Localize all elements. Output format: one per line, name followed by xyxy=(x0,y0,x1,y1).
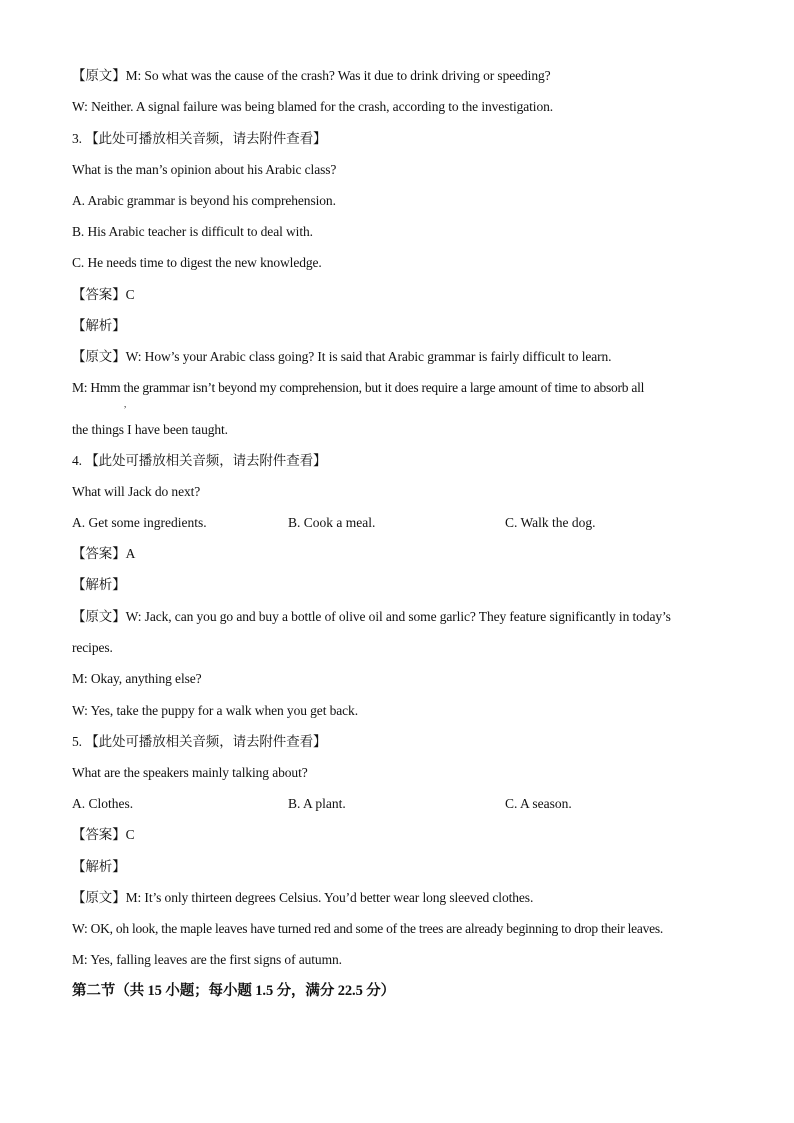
q5-option-c: C. A season. xyxy=(505,796,572,811)
q5-option-b: B. A plant. xyxy=(288,796,346,811)
q3-analysis-label: 【解析】 xyxy=(72,318,126,333)
q4-option-c: C. Walk the dog. xyxy=(505,515,596,530)
q5-option-a: A. Clothes. xyxy=(72,796,134,811)
q3-option-c: C. He needs time to digest the new knowledge. xyxy=(72,255,322,270)
q5-transcript-line-2: W: OK, oh look, the maple leaves have turned red and some of the trees are already beginning to drop their leaves. xyxy=(72,921,664,936)
q3-transcript-line-3: the things I have been taught. xyxy=(72,422,228,437)
q2-transcript-line-2: W: Neither. A signal failure was being blamed for the crash, according to the investigation. xyxy=(72,99,554,114)
q4-question: What will Jack do next? xyxy=(72,484,201,499)
q5-transcript-line-1: 【原文】M: It’s only thirteen degrees Celsius. You’d better wear long sleeved clothes. xyxy=(72,890,534,905)
q4-option-a: A. Get some ingredients. xyxy=(72,515,207,530)
q4-transcript-line-1: 【原文】W: Jack, can you go and buy a bottle of olive oil and some garlic? They feature significantly in today’s xyxy=(72,609,671,624)
q5-header: 5. 【此处可播放相关音频，请去附件查看】 xyxy=(72,734,327,749)
q5-question: What are the speakers mainly talking about? xyxy=(72,765,308,780)
q3-transcript-line-1: 【原文】W: How’s your Arabic class going? It is said that Arabic grammar is fairly difficult to learn. xyxy=(72,349,612,364)
q5-transcript-line-3: M: Yes, falling leaves are the first signs of autumn. xyxy=(72,952,342,967)
q3-transcript-line-2: M: Hmm the grammar isn’t beyond my comprehension, but it does require a large amount of time to absorb all xyxy=(72,380,645,395)
q5-analysis-label: 【解析】 xyxy=(72,859,126,874)
q3-option-a: A. Arabic grammar is beyond his comprehension. xyxy=(72,193,336,208)
stray-comma-mark: , xyxy=(124,399,127,409)
q3-question: What is the man’s opinion about his Arabic class? xyxy=(72,162,337,177)
q3-answer: 【答案】C xyxy=(72,287,135,302)
q4-analysis-label: 【解析】 xyxy=(72,577,126,592)
q4-transcript-line-3: M: Okay, anything else? xyxy=(72,671,202,686)
q3-option-b: B. His Arabic teacher is difficult to deal with. xyxy=(72,224,313,239)
q2-transcript-line-1: 【原文】M: So what was the cause of the crash? Was it due to drink driving or speeding? xyxy=(72,68,551,83)
q4-option-b: B. Cook a meal. xyxy=(288,515,376,530)
q5-answer: 【答案】C xyxy=(72,827,135,842)
q4-transcript-line-2: recipes. xyxy=(72,640,113,655)
q4-transcript-line-4: W: Yes, take the puppy for a walk when you get back. xyxy=(72,703,358,718)
q3-header: 3. 【此处可播放相关音频，请去附件查看】 xyxy=(72,131,327,146)
q4-header: 4. 【此处可播放相关音频，请去附件查看】 xyxy=(72,453,327,468)
section-2-title: 第二节（共 15 小题；每小题 1.5 分，满分 22.5 分） xyxy=(72,983,396,999)
q4-answer: 【答案】A xyxy=(72,546,136,561)
